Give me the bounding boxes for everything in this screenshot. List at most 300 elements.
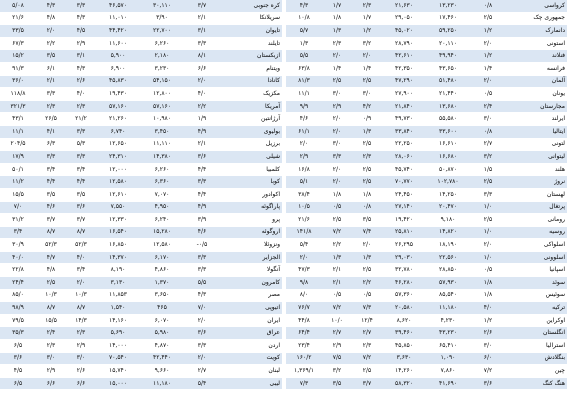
value-cell: ۳/۳ [470, 188, 506, 201]
value-cell: ۳/۹۰ [140, 12, 184, 25]
value-cell: ۷/۲ [470, 365, 506, 378]
value-cell: ۰/۵ [322, 289, 352, 302]
value-cell: ۱۴,۲۶۰ [382, 365, 426, 378]
value-cell: ۱/۴ [322, 62, 352, 75]
value-cell: ۱۶/۸ [286, 163, 322, 176]
value-cell: ۳/۲ [322, 365, 352, 378]
value-cell: ۵/۴ [184, 377, 220, 390]
value-cell: ۱۲,۵۸۰ [96, 176, 140, 189]
table-row [286, 365, 567, 378]
value-cell: ۳۵/۳ [0, 327, 36, 340]
value-cell: ۳,۲۳۰ [140, 62, 184, 75]
country-name-cell: اسپانیا [506, 264, 567, 277]
value-cell: ۵۲/۳ [66, 239, 96, 252]
value-cell: ۱۵,۰۰۰ [96, 377, 140, 390]
country-name-cell: نروژ [506, 176, 567, 189]
table-row [0, 163, 282, 176]
value-cell: ۴/۷ [36, 251, 66, 264]
table-row [286, 163, 567, 176]
value-cell: ۱۱/۲ [0, 176, 36, 189]
value-cell: ۴,۹۵۰ [140, 201, 184, 214]
value-cell: ۳۲,۷۸۰ [382, 264, 426, 277]
value-cell: ۱/۲ [352, 25, 382, 38]
table-row [0, 377, 282, 390]
country-name-cell: کره جنوبی [220, 0, 282, 12]
country-name-cell: سوئد [506, 277, 567, 290]
value-cell: ۳/۵ [36, 50, 66, 63]
value-cell: ۳/۶ [66, 201, 96, 214]
value-cell: ۲/۵ [352, 163, 382, 176]
value-cell: ۳۲۱/۳ [0, 100, 36, 113]
value-cell: ۳/۵ [322, 377, 352, 390]
value-cell: ۱۴,۳۷۰ [96, 251, 140, 264]
table-row [286, 289, 567, 302]
value-cell: ۱۲,۶۵۰ [96, 138, 140, 151]
value-cell: ۴۵,۸۵۰ [382, 340, 426, 353]
value-cell: ۵,۶۹۰ [96, 327, 140, 340]
value-cell: ۵/۰۸ [0, 0, 36, 12]
value-cell: -۰/۵ [184, 239, 220, 252]
value-cell: ۳/۷ [184, 0, 220, 12]
value-cell: ۱/۷ [352, 12, 382, 25]
value-cell: ۸۵,۵۴۰ [426, 289, 470, 302]
value-cell: ۸/۷ [66, 226, 96, 239]
table-row [286, 75, 567, 88]
value-cell: ۲۱,۶۳۰ [382, 0, 426, 12]
value-cell: ۶,۰۷۰ [140, 314, 184, 327]
table-row [286, 0, 567, 12]
value-cell: ۶/۶ [66, 377, 96, 390]
country-name-cell: مکزیک [220, 88, 282, 101]
left-country-table [0, 0, 282, 390]
value-cell: ۲/۰ [286, 138, 322, 151]
value-cell: ۱۲,۳۳۰ [96, 214, 140, 227]
value-cell: ۴۲,۶۱۰ [382, 50, 426, 63]
value-cell: ۳/۴ [66, 163, 96, 176]
value-cell: ۲/۰ [470, 37, 506, 50]
value-cell: ۴۱,۶۹۰ [426, 377, 470, 390]
country-name-cell: ایران [220, 314, 282, 327]
value-cell: ۲/۴ [36, 327, 66, 340]
value-cell: ۴/۰ [66, 251, 96, 264]
table-row [0, 277, 282, 290]
value-cell: ۴/۰ [470, 302, 506, 315]
value-cell: ۱/۸ [322, 12, 352, 25]
value-cell: ۲/۷ [184, 365, 220, 378]
value-cell: ۱۱,۰۱۰ [96, 12, 140, 25]
table-row [0, 327, 282, 340]
value-cell: ۲۲,۷۰۰ [140, 25, 184, 38]
table-row [0, 289, 282, 302]
value-cell: ۲۲,۵۶۰ [426, 251, 470, 264]
value-cell: ۸/۷ [66, 302, 96, 315]
value-cell: ۱/۹ [184, 113, 220, 126]
value-cell: ۳/۰ [470, 340, 506, 353]
country-name-cell: کرواسی [506, 0, 567, 12]
table-row [286, 12, 567, 25]
country-name-cell: کویت [220, 352, 282, 365]
value-cell: ۱/۳ [322, 25, 352, 38]
value-cell: ۲/۷ [470, 138, 506, 151]
value-cell: ۱۲/۴ [352, 314, 382, 327]
table-row [0, 352, 282, 365]
value-cell: ۴/۰ [66, 88, 96, 101]
table-row [0, 251, 282, 264]
country-name-cell: آنگولا [220, 264, 282, 277]
value-cell: ۶/۳ [36, 138, 66, 151]
value-cell: ۲۰,۵۸۰ [382, 302, 426, 315]
value-cell: ۲۱,۸۴۰ [382, 100, 426, 113]
value-cell: ۲۸,۰۶۰ [382, 151, 426, 164]
table-row [286, 125, 567, 138]
table-row [286, 277, 567, 290]
value-cell: ۱۰۲,۷۸۰ [426, 176, 470, 189]
table-row [0, 176, 282, 189]
value-cell: ۱/۲ [470, 314, 506, 327]
value-cell: ۱۶۰/۲ [286, 352, 322, 365]
value-cell: ۳۱/۲ [0, 214, 36, 227]
value-cell: ۴۳,۶۵۰ [426, 62, 470, 75]
value-cell: ۲/۱ [36, 75, 66, 88]
value-cell: ۱/۳ [286, 37, 322, 50]
country-name-cell: کامرون [220, 277, 282, 290]
value-cell: ۲/۶ [66, 75, 96, 88]
value-cell: ۳/۴ [66, 264, 96, 277]
value-cell: ۴۵,۰۲۰ [382, 25, 426, 38]
value-cell: ۲/۱ [184, 12, 220, 25]
value-cell: ۴/۸ [36, 12, 66, 25]
table-row [0, 125, 282, 138]
value-cell: ۳,۱۳۰ [96, 277, 140, 290]
value-cell: ۰/۵ [322, 201, 352, 214]
value-cell: ۲۴,۳۱۰ [96, 151, 140, 164]
value-cell: ۷/۲ [352, 352, 382, 365]
value-cell: ۵/۱ [286, 176, 322, 189]
value-cell: ۲۴/۴ [0, 277, 36, 290]
value-cell: ۳/۷ [66, 214, 96, 227]
value-cell: ۲۹,۰۵۰ [382, 12, 426, 25]
value-cell: ۲/۹ [66, 37, 96, 50]
table-row [286, 340, 567, 353]
country-name-cell: آلمان [506, 75, 567, 88]
value-cell: ۲/۶ [470, 327, 506, 340]
value-cell: ۳/۱ [184, 25, 220, 38]
value-cell: ۴۵,۷۴۰ [382, 163, 426, 176]
value-cell: ۳/۶ [0, 352, 36, 365]
table-row [286, 188, 567, 201]
value-cell: ۱۲,۸۰۰ [140, 88, 184, 101]
value-cell: ۱۰/۰ [322, 314, 352, 327]
value-cell: ۲/۹ [66, 340, 96, 353]
table-row [0, 365, 282, 378]
value-cell: ۶/۶ [184, 62, 220, 75]
value-cell: ۳۶/۰ [0, 75, 36, 88]
value-cell: ۰/۸ [470, 0, 506, 12]
value-cell: ۳/۶ [184, 327, 220, 340]
table-row [286, 138, 567, 151]
value-cell: ۴۹,۹۴۰ [426, 50, 470, 63]
value-cell: ۴۶,۵۷۰ [96, 0, 140, 12]
value-cell: ۳/۳ [322, 151, 352, 164]
value-cell: ۱۵/۲ [0, 50, 36, 63]
value-cell: ۲/۰ [36, 25, 66, 38]
country-name-cell: برزیل [220, 138, 282, 151]
value-cell: ۲۰۴/۵ [0, 138, 36, 151]
value-cell: ۲/۳ [352, 340, 382, 353]
table-row [286, 352, 567, 365]
country-name-cell: کانادا [220, 75, 282, 88]
value-cell: ۳/۳ [36, 88, 66, 101]
value-cell: ۲/۵ [36, 277, 66, 290]
value-cell: ۴۰/۰ [0, 251, 36, 264]
value-cell: ۴/۶ [36, 201, 66, 214]
value-cell: ۲/۳ [322, 37, 352, 50]
value-cell: ۴۹,۷۳۰ [382, 113, 426, 126]
value-cell: ۱/۸ [470, 289, 506, 302]
value-cell: ۶/۰ [470, 352, 506, 365]
value-cell: ۰/۵ [352, 289, 382, 302]
value-cell: ۷۹/۵ [0, 314, 36, 327]
value-cell: ۱۳,۲۳۰ [426, 0, 470, 12]
table-row [286, 201, 567, 214]
value-cell: ۹/۹ [286, 100, 322, 113]
table-row [286, 151, 567, 164]
value-cell: ۲/۰ [322, 163, 352, 176]
table-row [0, 188, 282, 201]
country-name-cell: شیلی [220, 151, 282, 164]
value-cell: ۱۷,۴۶۰ [426, 12, 470, 25]
value-cell: ۲/۰ [470, 75, 506, 88]
value-cell: ۲/۵ [470, 12, 506, 25]
value-cell: ۳/۵ [66, 188, 96, 201]
country-name-cell: لهستان [506, 188, 567, 201]
value-cell: ۲/۰ [66, 277, 96, 290]
value-cell: ۴,۸۶۰ [140, 264, 184, 277]
value-cell: ۶,۲۶۰ [140, 163, 184, 176]
country-name-cell: فنلاند [506, 50, 567, 63]
country-name-cell: کلمبیا [220, 163, 282, 176]
table-row [286, 176, 567, 189]
value-cell: ۳/۳ [184, 340, 220, 353]
value-cell: ۲۷,۹۰۰ [382, 88, 426, 101]
value-cell: ۱/۲ [470, 50, 506, 63]
country-name-cell: هنگ کنگ [506, 377, 567, 390]
value-cell: ۴۷,۲۹۰ [382, 75, 426, 88]
value-cell: ۸/۰ [286, 289, 322, 302]
value-cell: ۳/۳ [66, 151, 96, 164]
country-name-cell: تایلند [220, 37, 282, 50]
value-cell: ۶۱/۱ [286, 125, 322, 138]
table-row [286, 239, 567, 252]
value-cell: ۲۲/۸ [0, 264, 36, 277]
value-cell: ۲/۲ [352, 277, 382, 290]
value-cell: ۲/۵ [352, 365, 382, 378]
table-row [0, 0, 282, 12]
value-cell: ۵,۹۸۰ [140, 327, 184, 340]
value-cell: ۲/۰ [470, 239, 506, 252]
country-name-cell: بولیوی [220, 125, 282, 138]
table-row [0, 138, 282, 151]
value-cell: ۴۳/۱ [0, 113, 36, 126]
value-cell: ۸,۶۲۰ [382, 314, 426, 327]
table-row [0, 314, 282, 327]
value-cell: ۹۱/۳ [0, 62, 36, 75]
value-cell: ۲/۲ [36, 37, 66, 50]
value-cell: ۷,۸۶۰ [426, 365, 470, 378]
value-cell: ۲۸,۸۵۰ [426, 264, 470, 277]
value-cell: ۱/۸ [322, 188, 352, 201]
value-cell: ۵۱,۴۸۰ [426, 75, 470, 88]
value-cell: ۲۱/۶ [0, 12, 36, 25]
value-cell: ۲۷,۱۴۰ [382, 201, 426, 214]
value-cell: ۲/۷ [322, 327, 352, 340]
value-cell: ۱۴۱/۸ [286, 226, 322, 239]
value-cell: ۲۶,۲۹۵ [382, 239, 426, 252]
value-cell: ۱/۴ [470, 62, 506, 75]
value-cell: ۴۶۵ [140, 302, 184, 315]
value-cell: ۳/۰ [322, 88, 352, 101]
value-cell: ۳/۰ [66, 352, 96, 365]
country-name-cell: لیتوانی [506, 151, 567, 164]
value-cell: ۴/۹ [184, 201, 220, 214]
value-cell: ۲۴,۴۵۰ [382, 188, 426, 201]
value-cell: ۲/۰ [184, 314, 220, 327]
value-cell: ۷/۲ [322, 302, 352, 315]
country-name-cell: کوبا [220, 176, 282, 189]
country-name-cell: استونی [506, 37, 567, 50]
country-name-cell: سریلانکا [220, 12, 282, 25]
value-cell: ۱/۵ [470, 163, 506, 176]
value-cell: ۴۵,۸۳۰ [96, 75, 140, 88]
country-name-cell: لیبی [220, 377, 282, 390]
value-cell: ۸/۷ [36, 226, 66, 239]
value-cell: ۳,۶۵۰ [140, 289, 184, 302]
value-cell: ۴/۱ [36, 125, 66, 138]
table-row [286, 25, 567, 38]
table-row [0, 62, 282, 75]
value-cell: ۱۴,۲۵۰ [426, 188, 470, 201]
value-cell: ۲/۰ [352, 239, 382, 252]
value-cell: ۲/۰ [184, 352, 220, 365]
value-cell: ۲/۰ [322, 125, 352, 138]
value-cell: ۱۴,۰۰۰ [96, 340, 140, 353]
value-cell: ۴/۳ [36, 0, 66, 12]
value-cell: ۲۱/۶ [286, 214, 322, 227]
value-cell: ۲/۳ [352, 0, 382, 12]
value-cell: ۸۵/۰ [0, 289, 36, 302]
value-cell: ۱۳,۶۸۰ [426, 100, 470, 113]
value-cell: ۳/۰ [352, 88, 382, 101]
value-cell: ۲/۰ [352, 50, 382, 63]
value-cell: ۵/۳ [66, 138, 96, 151]
table-row [0, 302, 282, 315]
value-cell: ۱۰/۵ [286, 201, 322, 214]
value-cell: ۲/۰ [286, 251, 322, 264]
value-cell: ۴۳,۲۳۰ [426, 327, 470, 340]
value-cell: ۶,۲۶۰ [140, 37, 184, 50]
value-cell: ۶/۵ [0, 340, 36, 353]
country-name-cell: جمهوری چک [506, 12, 567, 25]
value-cell: ۳/۷ [36, 214, 66, 227]
value-cell: ۷/۰ [184, 302, 220, 315]
value-cell: ۱/۰ [470, 251, 506, 264]
value-cell: ۰/۵ [470, 264, 506, 277]
value-cell: ۲/۲ [322, 239, 352, 252]
value-cell: ۹/۸ [286, 277, 322, 290]
country-name-cell: هلند [506, 163, 567, 176]
value-cell: ۲۱/۲ [66, 113, 96, 126]
value-cell: ۳/۳ [184, 251, 220, 264]
value-cell: ۲/۴ [470, 100, 506, 113]
value-cell: ۵/۴ [286, 239, 322, 252]
value-cell: ۱۴/۳ [66, 314, 96, 327]
value-cell: ۱/۷ [322, 0, 352, 12]
value-cell: ۶۵,۴۱۰ [426, 340, 470, 353]
value-cell: ۵۰,۸۷۰ [426, 163, 470, 176]
value-cell: ۸,۱۹۰ [96, 264, 140, 277]
value-cell: ۲/۵ [470, 214, 506, 227]
value-cell: ۶,۱۷۰ [140, 251, 184, 264]
value-cell: ۱۲,۵۸۰ [140, 239, 184, 252]
value-cell: ۴/۲ [352, 100, 382, 113]
value-cell: ۰/۸ [352, 201, 382, 214]
table-row [0, 25, 282, 38]
value-cell: ۶/۱ [36, 62, 66, 75]
country-name-cell: آمریکا [220, 100, 282, 113]
value-cell: ۲۰,۴۷۰ [426, 201, 470, 214]
table-row [0, 340, 282, 353]
country-name-cell: مصر [220, 289, 282, 302]
country-name-cell: اسلواکی [506, 239, 567, 252]
value-cell: ۱۰/۸ [286, 12, 322, 25]
value-cell: ۱۱,۱۸۰ [140, 377, 184, 390]
table-row [0, 113, 282, 126]
value-cell: ۱/۰ [470, 201, 506, 214]
value-cell: ۷,۵۵۰ [96, 201, 140, 214]
value-cell: ۰/۸ [470, 125, 506, 138]
value-cell: ۱/۲ [470, 25, 506, 38]
value-cell: ۵۷,۱۶۰ [96, 100, 140, 113]
value-cell: ۱۵,۲۸۰ [140, 226, 184, 239]
value-cell: ۹,۶۶۰ [140, 365, 184, 378]
value-cell: ۰/۹ [352, 113, 382, 126]
country-name-cell: دانمارک [506, 25, 567, 38]
value-cell: ۱۰/۳ [36, 289, 66, 302]
value-cell: ۶/۶ [36, 377, 66, 390]
table-row [286, 314, 567, 327]
value-cell: ۴۴/۸ [286, 314, 322, 327]
value-cell: ۴/۴ [36, 176, 66, 189]
value-cell: ۲/۷ [352, 327, 382, 340]
value-cell: ۵۲/۳ [36, 239, 66, 252]
value-cell: ۳/۳ [66, 0, 96, 12]
value-cell: ۶/۵ [0, 377, 36, 390]
value-cell: ۱,۰۹۰ [426, 352, 470, 365]
value-cell: ۷/۴ [352, 226, 382, 239]
table-row [0, 100, 282, 113]
value-cell: ۲/۰ [322, 176, 352, 189]
value-cell: ۴,۲۳۰ [426, 314, 470, 327]
value-cell: ۱/۸ [352, 188, 382, 201]
value-cell: ۵,۹۰۰ [96, 50, 140, 63]
value-cell: ۴/۸ [36, 264, 66, 277]
value-cell: ۳/۳ [184, 264, 220, 277]
value-cell: ۵۴,۱۵۰ [140, 75, 184, 88]
value-cell: ۱/۴ [352, 62, 382, 75]
value-cell: ۲/۵ [322, 75, 352, 88]
value-cell: ۴/۳ [66, 62, 96, 75]
value-cell: ۶۴/۴ [286, 327, 322, 340]
